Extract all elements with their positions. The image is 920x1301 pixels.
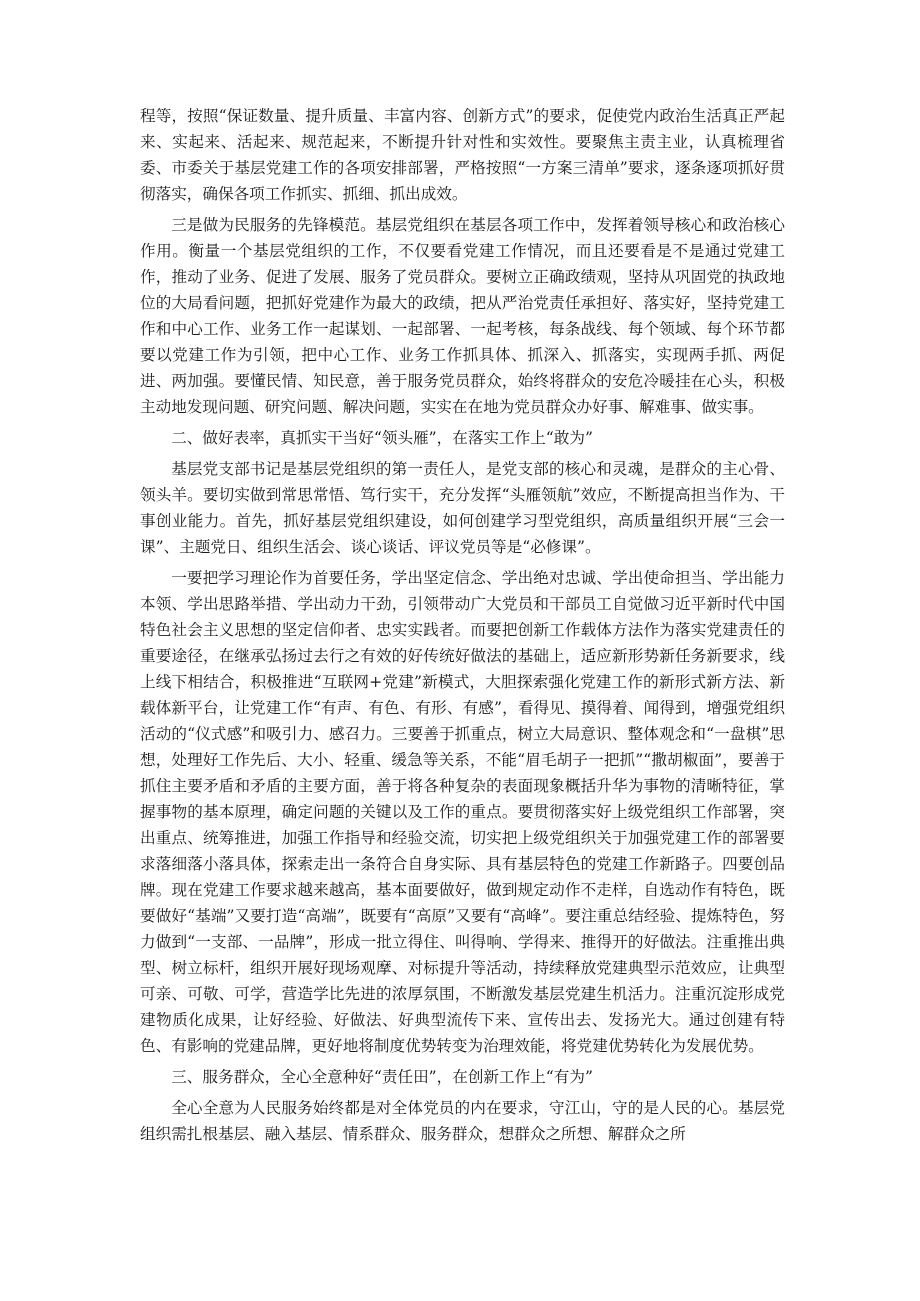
paragraph-serve-people: 全心全意为人民服务始终都是对全体党员的内在要求，守江山，守的是人民的心。基层党组织需扎根基层、融入基层、情系群众、服务群众，想群众之所想、解群众之所: [140, 1099, 785, 1143]
section-heading-3: 三、服务群众，全心全意种好“责任田”，在创新工作上“有为”: [171, 1068, 593, 1086]
document-page: [140, 103, 785, 1152]
section-heading-2: 二、做好表率，真抓实干当好“领头雁”，在落实工作上“敢为”: [171, 429, 593, 447]
paragraph-branch-secretary: 基层党支部书记是基层党组织的第一责任人，是党支部的核心和灵魂，是群众的主心骨、领头羊。要切实做到常思常悟、笃行实干，充分发挥“头雁领航”效应，不断提高担当作为、干事创业能力。首先，抓好基层党组织建设，如何创建学习型党组织，高质量组织开展“三会一课”、主题党日、组织生活会、谈心谈话、评议党员等是“必修课”。: [140, 460, 785, 556]
paragraph-service-pioneer: 三是做为民服务的先锋模范。基层党组织在基层各项工作中，发挥着领导核心和政治核心作用。衡量一个基层党组织的工作，不仅要看党建工作情况，而且还要看是不是通过党建工作，推动了业务、促进了发展、服务了党员群众。要树立正确政绩观，坚持从巩固党的执政地位的大局看问题，把抓好党建作为最大的政绩，把从严治党责任承担好、落实好，坚持党建工作和中心工作、业务工作一起谋划、一起部署、一起考核，每条战线、每个领域、每个环节都要以党建工作为引领，把中心工作、业务工作抓具体、抓深入、抓落实，实现两手抓、两促进、两加强。要懂民情、知民意，善于服务党员群众，始终将群众的安危冷暖挂在心头，积极主动地发现问题、研究问题、解决问题，实实在在地为党员群众办好事、解难事、做实事。: [140, 216, 785, 416]
paragraph-continued: 程等，按照“保证数量、提升质量、丰富内容、创新方式”的要求，促使党内政治生活真正严起来、实起来、活起来、规范起来，不断提升针对性和实效性。要聚焦主责主业，认真梳理省委、市委关于基层党建工作的各项安排部署，严格按照“一方案三清单”要求，逐条逐项抓好贯彻落实，确保各项工作抓实、抓细、抓出成效。: [140, 107, 785, 203]
paragraph-four-requirements: 一要把学习理论作为首要任务，学出坚定信念、学出绝对忠诚、学出使命担当、学出能力本领、学出思路举措、学出动力干劲，引领带动广大党员和干部员工自觉做习近平新时代中国特色社会主义思想的坚定信仰者、忠实实践者。而要把创新工作载体方法作为落实党建责任的重要途径，在继承弘扬过去行之有效的好传统好做法的基础上，适应新形势新任务新要求，线上线下相结合，积极推进“互联网+党建”新模式，大胆探索强化党建工作的新形式新方法、新载体新平台，让党建工作“有声、有色、有形、有感”，看得见、摸得着、闻得到，增强党组织活动的“仪式感”和吸引力、感召力。三要善于抓重点，树立大局意识、整体观念和“一盘棋”思想，处理好工作先后、大小、轻重、缓急等关系，不能“眉毛胡子一把抓”“撒胡椒面”，要善于抓住主要矛盾和矛盾的主要方面，善于将各种复杂的表面现象概括升华为事物的清晰特征，掌握事物的基本原理，确定问题的关键以及工作的重点。要贯彻落实好上级党组织工作部署，突出重点、统筹推进，加强工作指导和经验交流，切实把上级党组织关于加强党建工作的部署要求落细落小落具体，探索走出一条符合自身实际、具有基层特色的党建工作新路子。四要创品牌。现在党建工作要求越来越高，基本面要做好，做到规定动作不走样，自选动作有特色，既要做好“基端”又要打造“高端”，既要有“高原”又要有“高峰”。要注重总结经验、提炼特色，努力做到“一支部、一品牌”，形成一批立得住、叫得响、学得来、推得开的好做法。注重推出典型、树立标杆，组织开展好现场观摩、对标提升等活动，持续释放党建典型示范效应，让典型可亲、可敬、可学，营造学比先进的浓厚氛围，不断激发基层党建生机活力。注重沉淀形成党建物质化成果，让好经验、好做法、好典型流传下来、宣传出去、发扬光大。通过创建有特色、有影响的党建品牌，更好地将制度优势转变为治理效能，将党建优势转化为发展优势。: [140, 569, 785, 1055]
